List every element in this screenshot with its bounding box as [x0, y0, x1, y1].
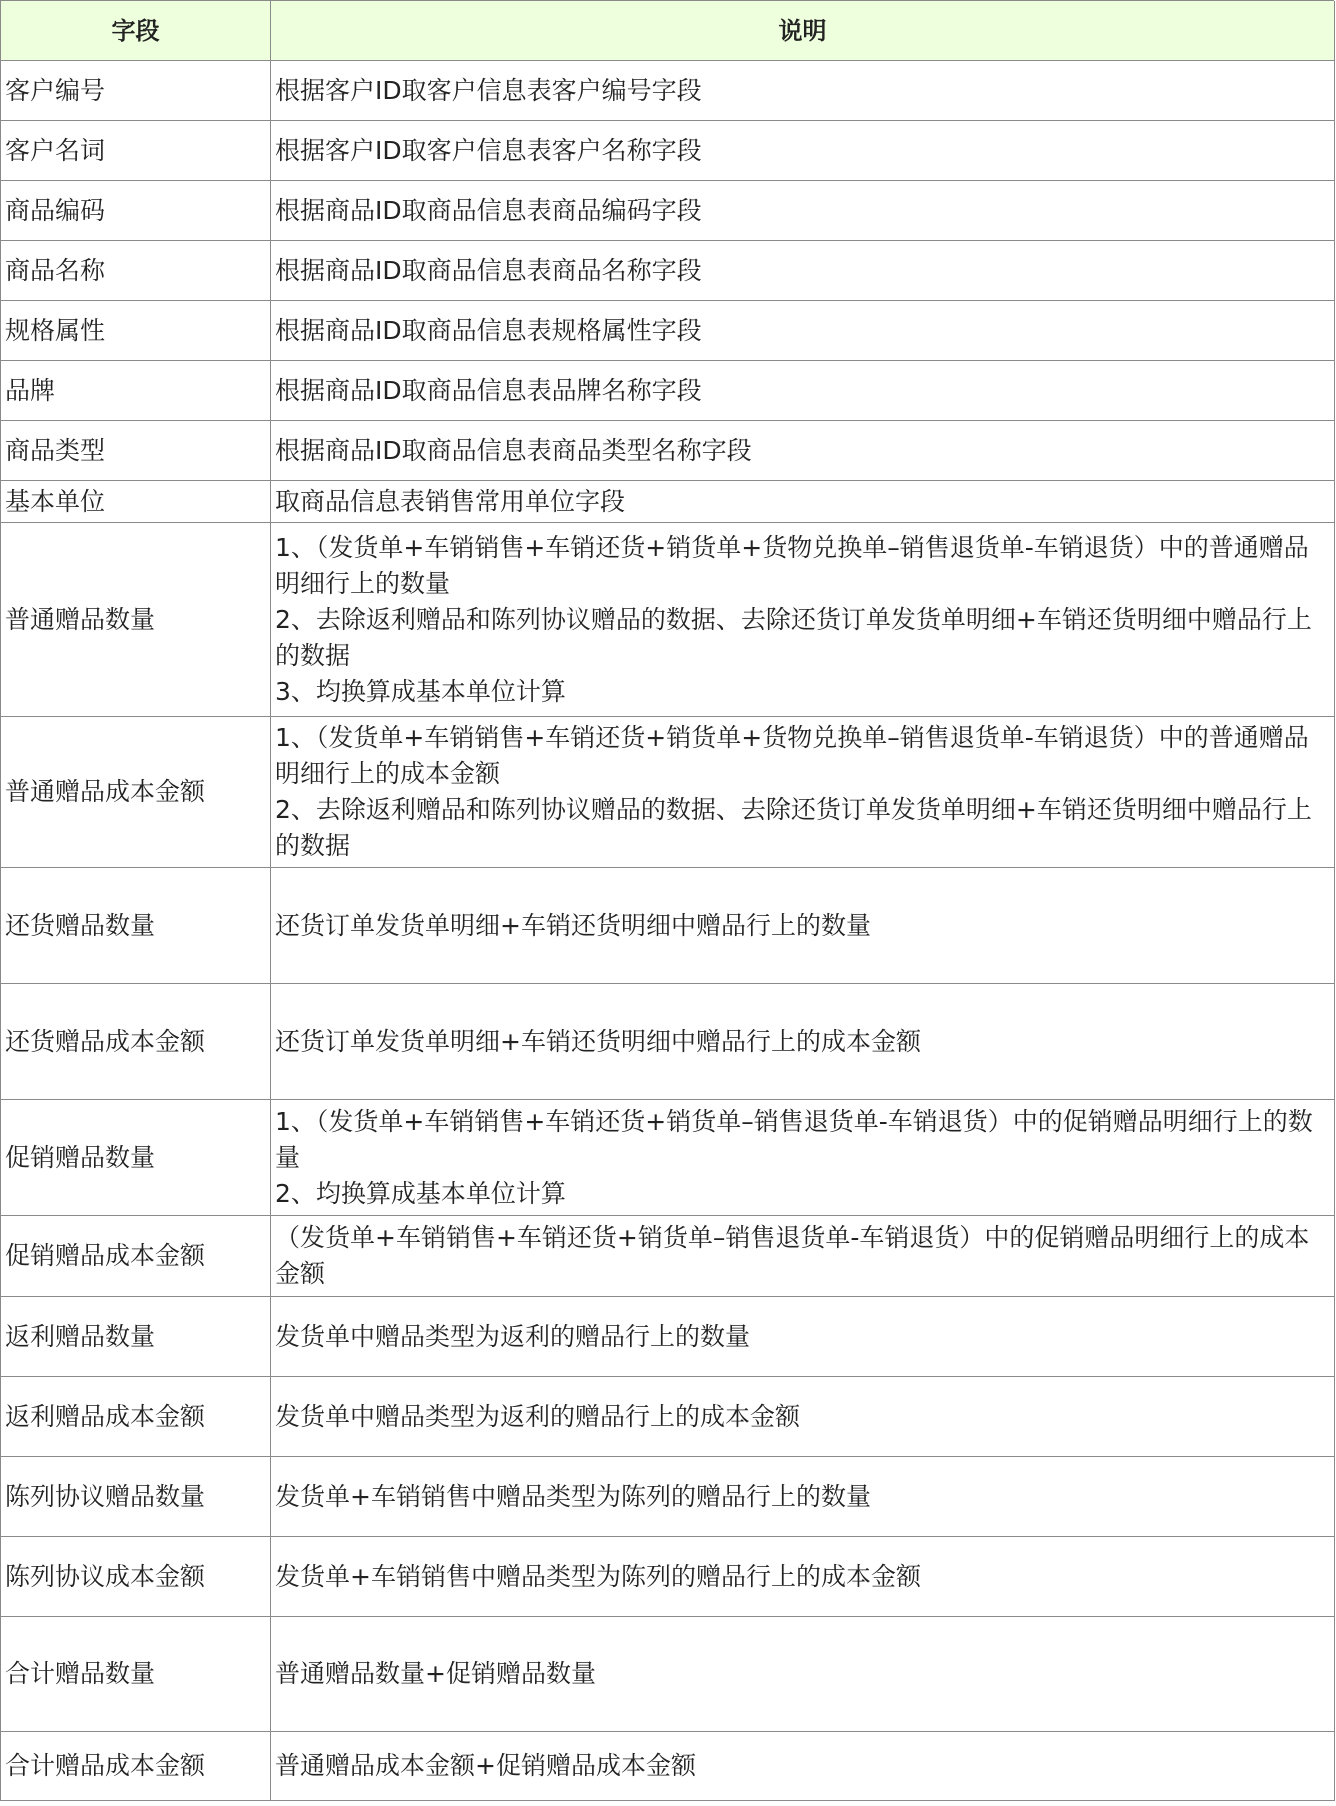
row-description: 根据商品ID取商品信息表规格属性字段 [271, 301, 1335, 361]
row-description: 还货订单发货单明细+车销还货明细中赠品行上的数量 [271, 868, 1335, 984]
header-field: 字段 [1, 1, 271, 61]
row-description: 发货单+车销销售中赠品类型为陈列的赠品行上的数量 [271, 1457, 1335, 1537]
row-description: 1、（发货单+车销销售+车销还货+销货单+货物兑换单–销售退货单-车销退货）中的普通赠品明细行上的数量 2、去除返利赠品和陈列协议赠品的数据、去除还货订单发货单明细+车销还货明细中赠品行上的数据 3、均换算成基本单位计算 [271, 523, 1335, 717]
row-field: 促销赠品成本金额 [1, 1216, 271, 1297]
row-field: 还货赠品成本金额 [1, 984, 271, 1100]
row-description: 根据商品ID取商品信息表品牌名称字段 [271, 361, 1335, 421]
row-field: 促销赠品数量 [1, 1100, 271, 1216]
row-field: 返利赠品数量 [1, 1297, 271, 1377]
row-field: 商品类型 [1, 421, 271, 481]
row-field: 规格属性 [1, 301, 271, 361]
row-description: 1、（发货单+车销销售+车销还货+销货单+货物兑换单–销售退货单-车销退货）中的普通赠品明细行上的成本金额 2、去除返利赠品和陈列协议赠品的数据、去除还货订单发货单明细+车销还货明细中赠品行上的数据 [271, 717, 1335, 868]
row-description: 普通赠品数量+促销赠品数量 [271, 1617, 1335, 1732]
row-description: 发货单+车销销售中赠品类型为陈列的赠品行上的成本金额 [271, 1537, 1335, 1617]
row-field: 普通赠品数量 [1, 523, 271, 717]
row-description: 根据客户ID取客户信息表客户名称字段 [271, 121, 1335, 181]
row-description: 发货单中赠品类型为返利的赠品行上的成本金额 [271, 1377, 1335, 1457]
row-description: 还货订单发货单明细+车销还货明细中赠品行上的成本金额 [271, 984, 1335, 1100]
row-field: 陈列协议赠品数量 [1, 1457, 271, 1537]
row-description: （发货单+车销销售+车销还货+销货单–销售退货单-车销退货）中的促销赠品明细行上的成本金额 [271, 1216, 1335, 1297]
row-description: 普通赠品成本金额+促销赠品成本金额 [271, 1732, 1335, 1801]
header-description: 说明 [271, 1, 1335, 61]
row-description: 1、（发货单+车销销售+车销还货+销货单–销售退货单-车销退货）中的促销赠品明细行上的数量 2、均换算成基本单位计算 [271, 1100, 1335, 1216]
row-description: 根据商品ID取商品信息表商品编码字段 [271, 181, 1335, 241]
row-description: 根据商品ID取商品信息表商品类型名称字段 [271, 421, 1335, 481]
row-field: 合计赠品成本金额 [1, 1732, 271, 1801]
row-field: 合计赠品数量 [1, 1617, 271, 1732]
row-field: 客户名词 [1, 121, 271, 181]
row-field: 基本单位 [1, 481, 271, 523]
row-description: 根据商品ID取商品信息表商品名称字段 [271, 241, 1335, 301]
row-field: 商品名称 [1, 241, 271, 301]
row-field: 普通赠品成本金额 [1, 717, 271, 868]
row-description: 根据客户ID取客户信息表客户编号字段 [271, 61, 1335, 121]
row-field: 返利赠品成本金额 [1, 1377, 271, 1457]
row-field: 还货赠品数量 [1, 868, 271, 984]
row-field: 陈列协议成本金额 [1, 1537, 271, 1617]
row-field: 商品编码 [1, 181, 271, 241]
row-field: 品牌 [1, 361, 271, 421]
row-description: 取商品信息表销售常用单位字段 [271, 481, 1335, 523]
row-field: 客户编号 [1, 61, 271, 121]
row-description: 发货单中赠品类型为返利的赠品行上的数量 [271, 1297, 1335, 1377]
